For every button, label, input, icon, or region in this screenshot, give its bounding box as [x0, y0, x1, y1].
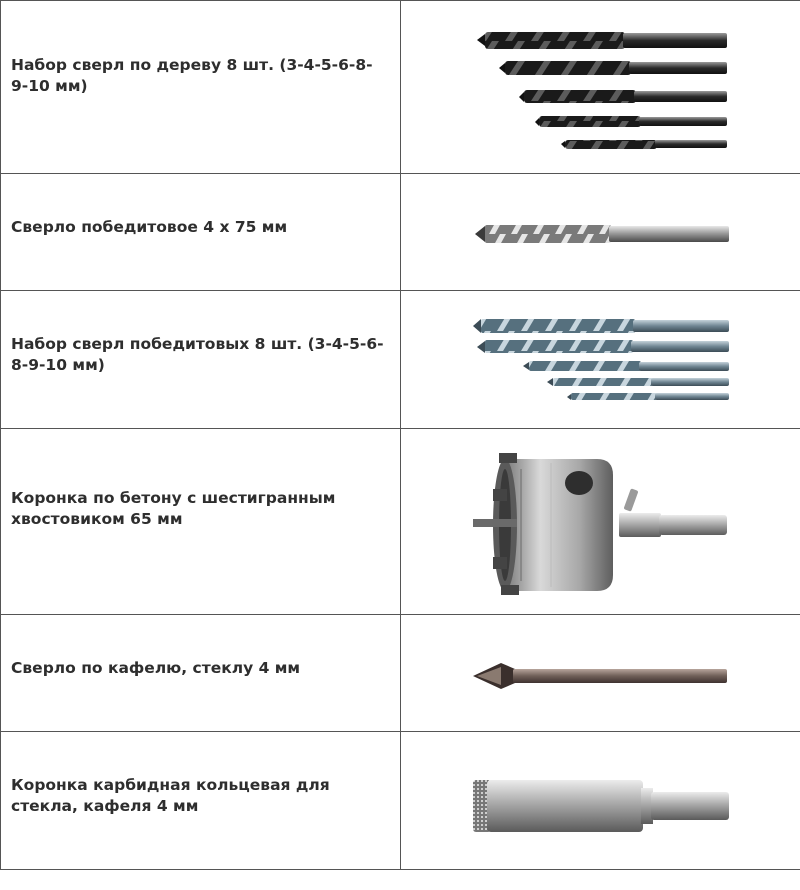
concrete-core-bit-icon [401, 429, 800, 614]
tile-glass-drill-bit-icon [401, 615, 800, 731]
table-row [1, 732, 800, 870]
product-name: Набор сверл по дереву 8 шт. (3-4-5-6-8-9-10 мм) [11, 56, 373, 95]
wood-drill-bit-set-icon [401, 1, 800, 173]
product-image-cell [401, 174, 800, 291]
product-name-cell [1, 732, 401, 870]
product-name: Набор сверл победитовых 8 шт. (3-4-5-6-8-9-10 мм) [11, 334, 384, 374]
carbide-drill-bit-set-icon [401, 291, 800, 428]
product-image-cell [401, 429, 800, 615]
carbide-ring-core-bit-icon [401, 732, 800, 869]
product-name-cell [1, 291, 401, 429]
carbide-drill-bit-icon [401, 174, 800, 290]
product-name: Сверло по кафелю, стеклу 4 мм [11, 658, 301, 677]
table-row [1, 1, 800, 174]
product-name: Коронка карбидная кольцевая для стекла, кафеля 4 мм [11, 775, 330, 815]
table-row [1, 615, 800, 732]
product-image-cell [401, 1, 800, 174]
product-image-cell [401, 615, 800, 732]
product-name-cell [1, 174, 401, 291]
table-row [1, 174, 800, 291]
product-image-cell [401, 732, 800, 870]
product-image-cell [401, 291, 800, 429]
product-name: Коронка по бетону с шестигранным хвостовиком 65 мм [11, 488, 336, 528]
table-row [1, 291, 800, 429]
product-name-cell [1, 615, 401, 732]
product-name-cell [1, 429, 401, 615]
table-row [1, 429, 800, 615]
product-name-cell [1, 1, 401, 174]
product-name: Сверло победитовое 4 х 75 мм [11, 217, 288, 236]
